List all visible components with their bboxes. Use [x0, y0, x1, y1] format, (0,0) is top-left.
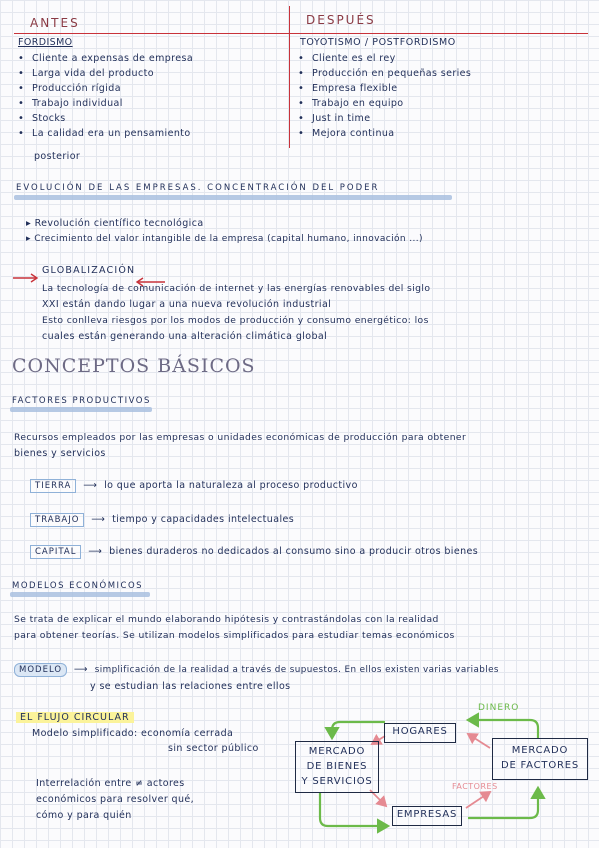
- flow-note-3: cómo y para quién: [36, 810, 132, 821]
- box-hogares: HOGARES: [384, 723, 456, 743]
- list-item: • La calidad era un pensamiento: [16, 126, 286, 141]
- list-item: • Larga vida del producto: [16, 66, 286, 81]
- tag-capital: CAPITAL: [30, 545, 81, 559]
- flow-line-1: Modelo simplificado: economía cerrada: [32, 728, 234, 739]
- flow-note-2: económicos para resolver qué,: [36, 794, 195, 805]
- triangle-bullet-icon: ▸: [26, 234, 35, 244]
- money-flow-arrow-top-left: [332, 722, 385, 738]
- model-def: MODELO ⟶ simplificación de la realidad a través de supuestos. En ellos existen varias variables: [14, 664, 499, 675]
- factors-line-1: Recursos empleados por las empresas o unidades económicas de producción para obtener: [14, 432, 467, 443]
- factors-line-2: bienes y servicios: [14, 448, 106, 459]
- list-item: • Just in time: [296, 111, 586, 126]
- globalization-line-2: XXI están dando lugar a una nueva revolución industrial: [42, 299, 332, 310]
- page-title: CONCEPTOS BÁSICOS: [12, 355, 256, 377]
- before-subtitle: FORDISMO: [18, 37, 73, 48]
- money-flow-arrow-top-right: [468, 720, 538, 738]
- box-mercado-factores: MERCADO DE FACTORES: [492, 738, 588, 780]
- globalization-line-1: La tecnología de comunicación de internet y las energías renovables del siglo: [42, 283, 431, 294]
- flow-note-1: Interrelación entre ≠ actores: [36, 778, 185, 789]
- evolution-bullet-1: ▸ Revolución científico tecnológica: [26, 218, 204, 229]
- arrow-icon: ⟶: [79, 480, 101, 491]
- after-subtitle: TOYOTISMO / POSTFORDISMO: [300, 37, 456, 48]
- list-item: • Producción rígida: [16, 81, 286, 96]
- arrow-icon: ⟶: [70, 664, 92, 675]
- label-dinero: DINERO: [478, 703, 520, 713]
- globalization-label: GLOBALIZACIÓN: [42, 265, 136, 276]
- goods-flow-arrow-2: [468, 734, 490, 748]
- models-line-2: para obtener teorías. Se utilizan modelos simplificados para estudiar temas económicos: [14, 630, 455, 641]
- before-list-continuation: posterior: [34, 151, 81, 162]
- triangle-bullet-icon: ▸: [26, 218, 35, 229]
- arrow-icon: ⟶: [87, 514, 109, 525]
- list-item: • Trabajo individual: [16, 96, 286, 111]
- list-item: • Producción en pequeñas series: [296, 66, 586, 81]
- model-def-line-2: y se estudian las relaciones entre ellos: [90, 681, 291, 692]
- comparison-divider-v: [289, 6, 290, 148]
- list-item: • Trabajo en equipo: [296, 96, 586, 111]
- arrow-right-icon: [12, 268, 40, 287]
- models-line-1: Se trata de explicar el mundo elaborando hipótesis y contrastándolas con la realidad: [14, 614, 439, 625]
- before-list: [16, 51, 286, 141]
- factors-heading: FACTORES PRODUCTIVOS: [12, 396, 151, 406]
- flow-line-2: sin sector público: [168, 743, 259, 754]
- tag-modelo: MODELO: [14, 663, 67, 677]
- goods-flow-arrow-4: [466, 792, 490, 808]
- globalization-line-4: cuales están generando una alteración climática global: [42, 331, 328, 342]
- flow-heading: EL FLUJO CIRCULAR: [16, 712, 134, 723]
- list-item: • Empresa flexible: [296, 81, 586, 96]
- factor-def-tierra: TIERRA ⟶ lo que aporta la naturaleza al proceso productivo: [30, 480, 358, 491]
- box-empresas: EMPRESAS: [392, 806, 462, 826]
- list-item: • Cliente a expensas de empresa: [16, 51, 286, 66]
- money-flow-arrow-bottom-right: [468, 788, 538, 818]
- tag-tierra: TIERRA: [30, 479, 76, 493]
- list-item: • Stocks: [16, 111, 286, 126]
- after-list: [296, 51, 586, 141]
- evolution-heading: EVOLUCIÓN DE LAS EMPRESAS. CONCENTRACIÓN DEL PODER: [16, 183, 380, 193]
- after-title: DESPUÉS: [306, 13, 376, 27]
- label-factores: FACTORES: [452, 782, 498, 791]
- tag-trabajo: TRABAJO: [30, 513, 84, 527]
- factor-def-trabajo: TRABAJO ⟶ tiempo y capacidades intelectuales: [30, 514, 294, 525]
- arrow-icon: ⟶: [84, 546, 106, 557]
- before-title: ANTES: [30, 16, 80, 30]
- list-item: • Cliente es el rey: [296, 51, 586, 66]
- models-heading: MODELOS ECONÓMICOS: [12, 581, 144, 591]
- comparison-divider-h: [14, 33, 588, 34]
- list-item: • Mejora continua: [296, 126, 586, 141]
- globalization-line-3: Esto conlleva riesgos por los modos de producción y consumo energético: los: [42, 315, 429, 326]
- evolution-bullet-2: ▸ Crecimiento del valor intangible de la empresa (capital humano, innovación ...): [26, 234, 423, 244]
- box-mercado-bienes: MERCADO DE BIENES Y SERVICIOS: [295, 741, 379, 793]
- factor-def-capital: CAPITAL ⟶ bienes duraderos no dedicados al consumo sino a producir otros bienes: [30, 546, 478, 557]
- models-highlight: [10, 592, 150, 597]
- evolution-highlight: [14, 195, 452, 200]
- factors-highlight: [10, 407, 152, 412]
